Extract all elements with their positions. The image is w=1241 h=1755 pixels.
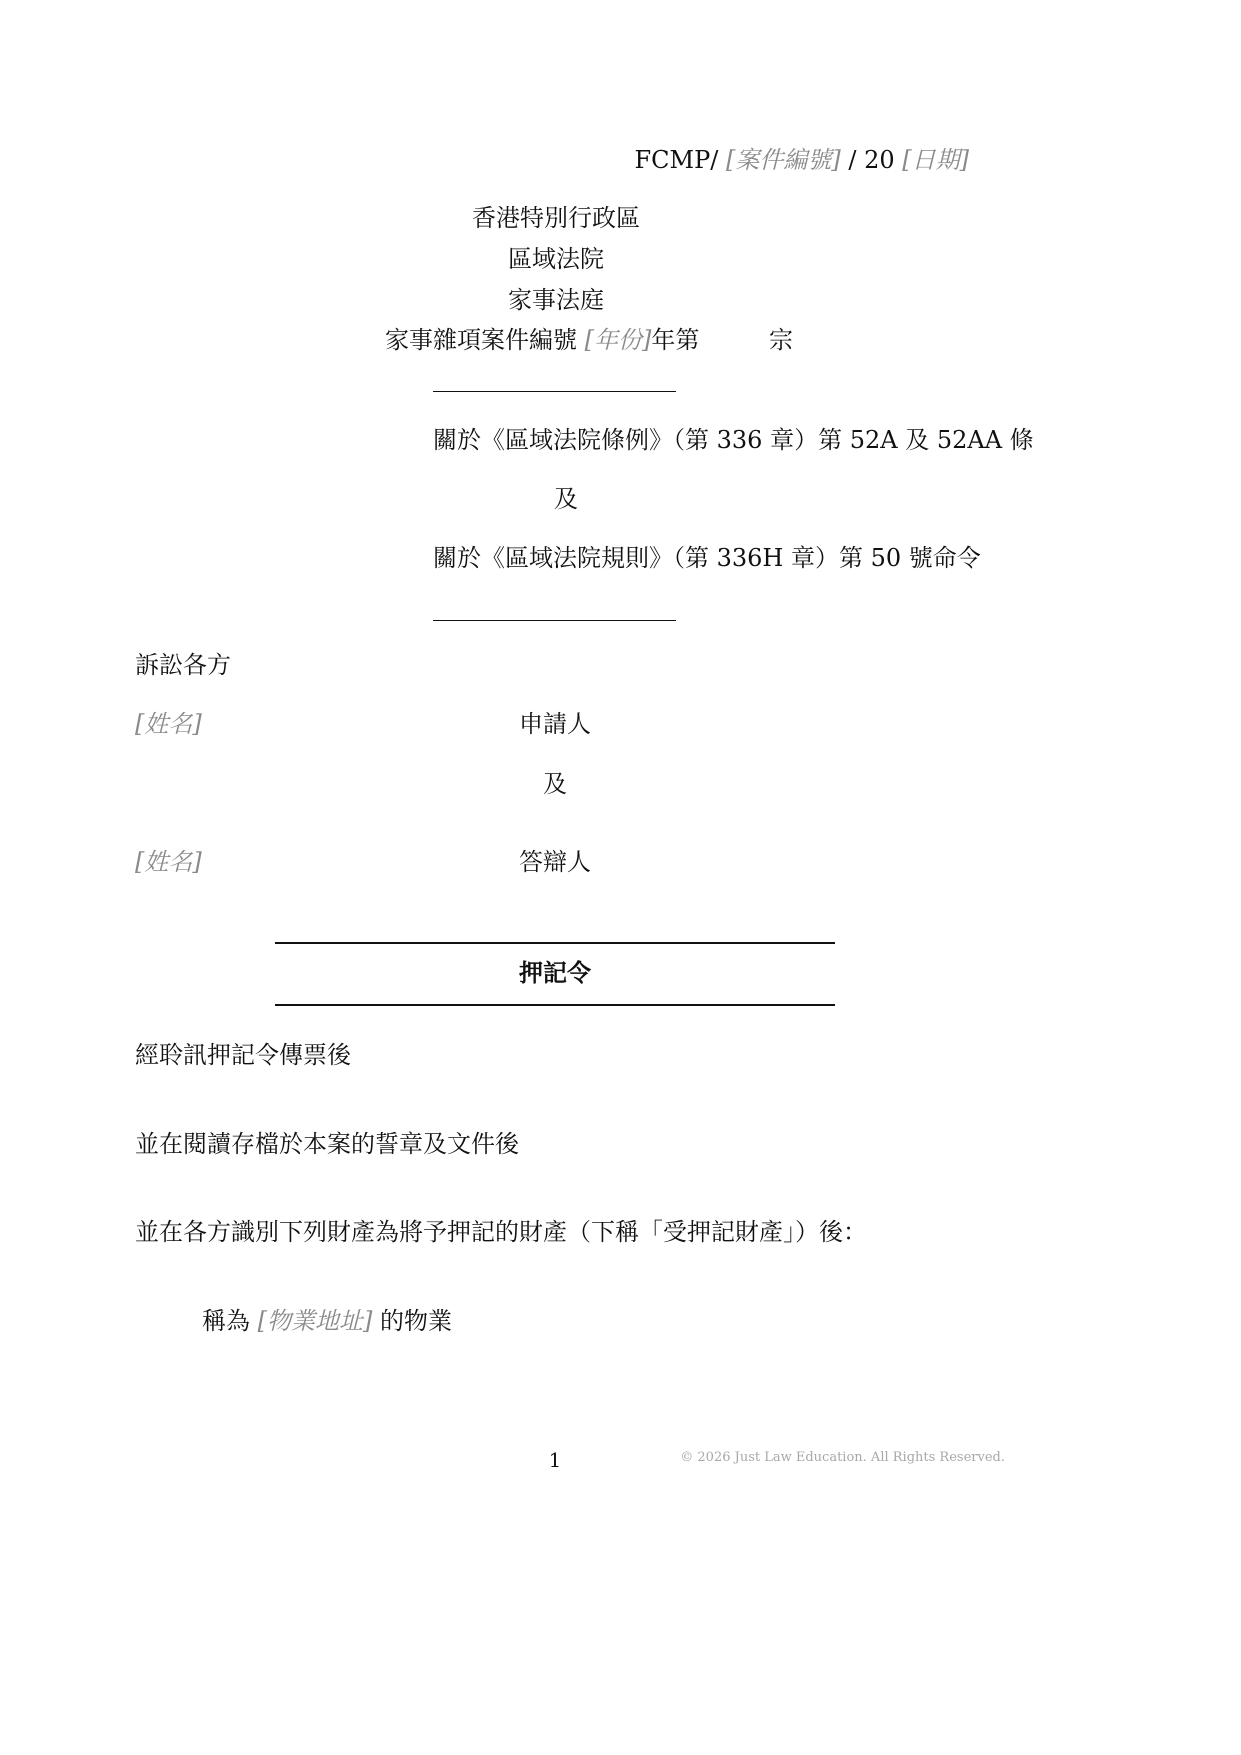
applicant-name-placeholder: [姓名] [135, 710, 202, 738]
year-placeholder: [年份] [584, 326, 652, 354]
body-paragraph-3: 並在各方識別下列財產為將予押記的財產（下稱「受押記財產」）後： [135, 1218, 867, 1246]
property-suffix: 的物業 [380, 1307, 453, 1335]
copyright-notice: © 2026 Just Law Education. All Rights Reserved. [680, 1450, 1005, 1465]
case-number-placeholder: [案件編號] [725, 146, 841, 174]
title-rule-bottom [275, 1004, 835, 1006]
parties-heading: 訴訟各方 [135, 651, 231, 679]
case-ref-prefix: FCMP/ [634, 146, 719, 174]
matter-and: 及 [554, 485, 578, 513]
court-division: 家事法庭 [508, 286, 604, 314]
matter-ordinance: 關於《區域法院條例》（第 336 章）第 52A 及 52AA 條 [433, 426, 1034, 454]
case-number-line [385, 325, 793, 355]
applicant-role: 申請人 [519, 710, 591, 738]
case-ref-separator: / 20 [848, 146, 895, 174]
case-line-year: 年第 [651, 326, 700, 354]
order-title: 押記令 [519, 958, 591, 987]
body-paragraph-1: 經聆訊押記令傳票後 [135, 1041, 351, 1069]
page-number: 1 [548, 1448, 562, 1472]
court-name: 區域法院 [508, 245, 604, 273]
divider-1 [433, 391, 676, 392]
matter-rules: 關於《區域法院規則》（第 336H 章）第 50 號命令 [433, 544, 981, 572]
divider-2 [433, 620, 676, 621]
parties-and: 及 [543, 770, 567, 798]
title-rule-top [275, 942, 835, 944]
case-line-prefix: 家事雜項案件編號 [385, 326, 577, 354]
property-prefix: 稱為 [202, 1307, 250, 1335]
case-reference [635, 145, 969, 175]
property-address-placeholder: [物業地址] [257, 1307, 373, 1335]
case-line-suffix: 宗 [769, 326, 794, 354]
court-region: 香港特別行政區 [472, 204, 640, 232]
date-placeholder: [日期] [902, 146, 969, 174]
respondent-name-placeholder: [姓名] [135, 848, 202, 876]
property-line [202, 1306, 452, 1336]
respondent-role: 答辯人 [519, 848, 591, 876]
body-paragraph-2: 並在閱讀存檔於本案的誓章及文件後 [135, 1130, 519, 1158]
